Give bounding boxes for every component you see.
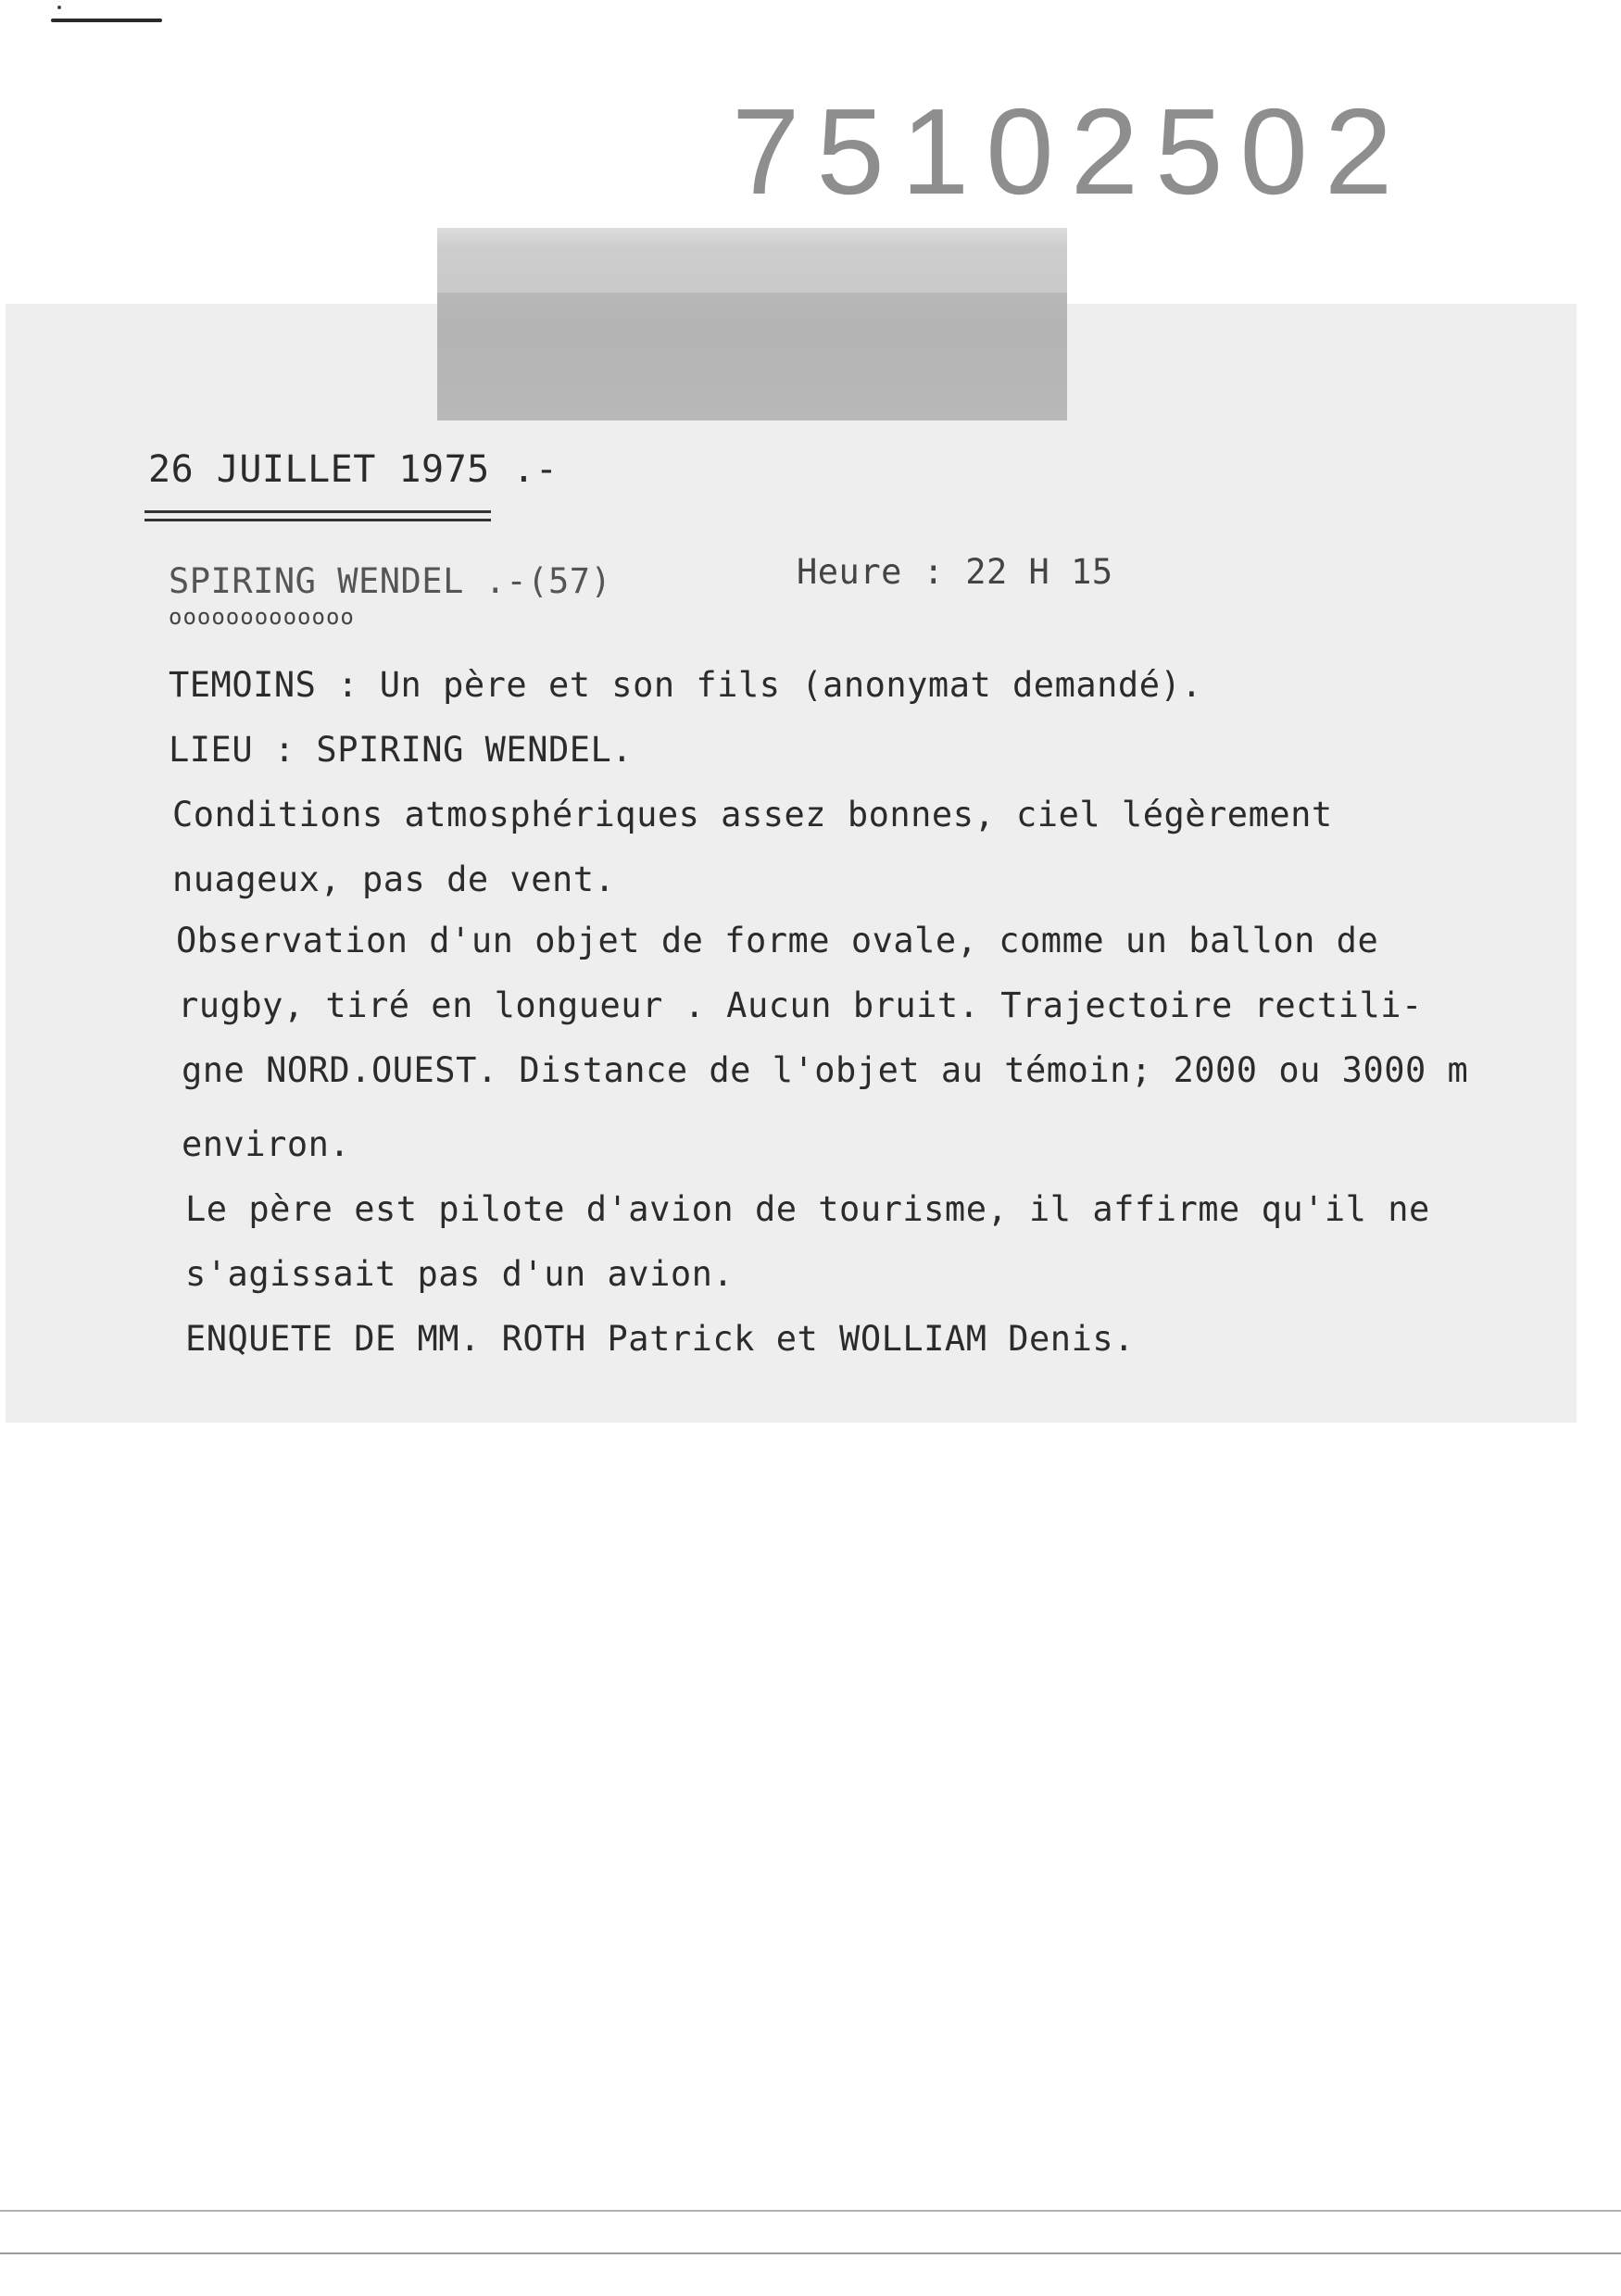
separator-line: ooooooooooooo [169,604,355,630]
page-mark-dot [57,6,61,9]
text-line: Observation d'un objet de forme ovale, comme un ballon de [176,921,1379,960]
text-line: environ. [182,1124,351,1164]
text-line: LIEU : SPIRING WENDEL. [169,730,634,770]
page-mark-dash [51,19,162,22]
report-date: 26 JUILLET 1975 .- [148,448,559,491]
date-underline-double [145,519,491,521]
text-line: s'agissait pas d'un avion. [185,1254,735,1294]
scan-edge-line-lower [0,2252,1621,2254]
location-heading: SPIRING WENDEL .-(57) [169,561,612,601]
text-line: TEMOINS : Un père et son fils (anonymat demandé). [169,665,1203,705]
date-underline [145,510,491,513]
reference-number: 75102502 [732,83,1410,220]
tape-highlight [435,228,1069,293]
text-line: Conditions atmosphériques assez bonnes, ciel légèrement [172,795,1333,834]
text-line: Le père est pilote d'avion de tourisme, il affirme qu'il ne [185,1189,1430,1229]
text-line: nuageux, pas de vent. [172,859,616,899]
time-heading: Heure : 22 H 15 [797,552,1113,592]
text-line: gne NORD.OUEST. Distance de l'objet au témoin; 2000 ou 3000 m [182,1050,1469,1090]
text-line: ENQUETE DE MM. ROTH Patrick et WOLLIAM Denis. [185,1319,1135,1359]
scan-edge-line [0,2210,1621,2212]
text-line: rugby, tiré en longueur . Aucun bruit. Trajectoire rectili- [178,985,1423,1025]
